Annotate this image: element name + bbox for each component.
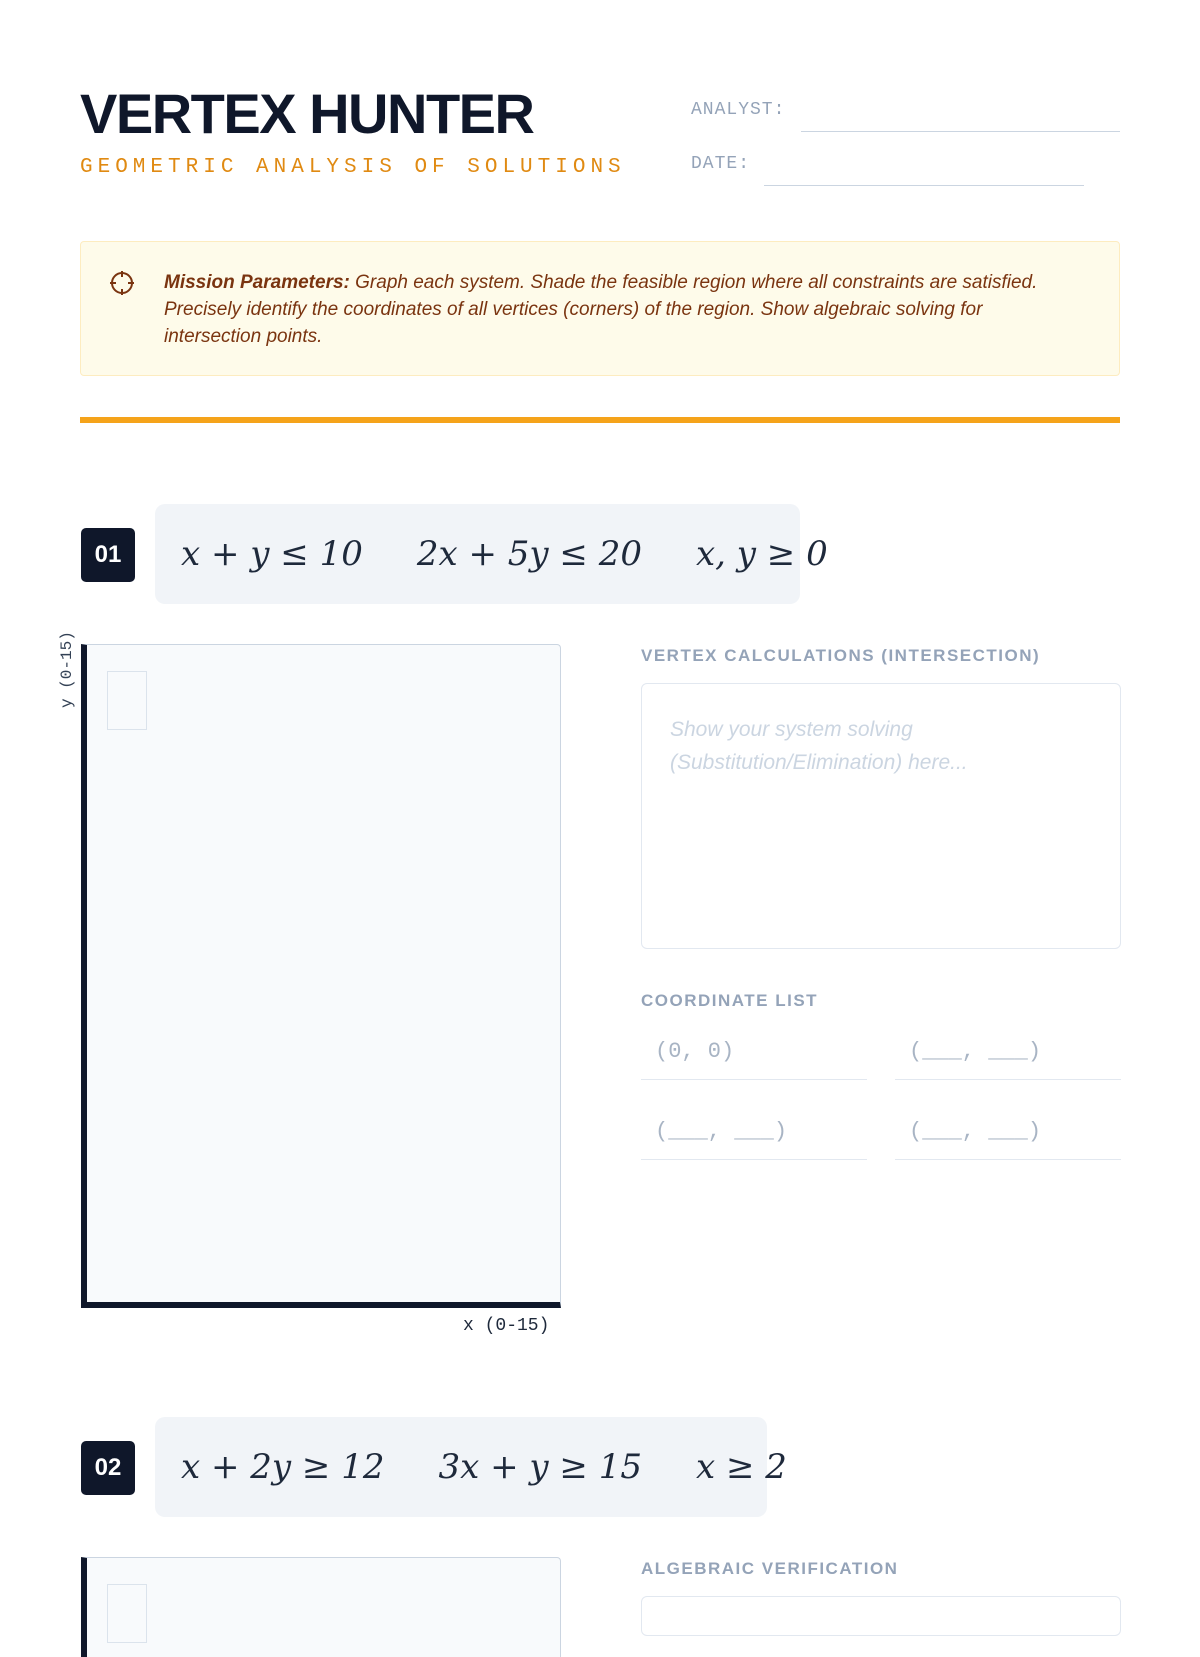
mission-box [80,241,1120,376]
coordinate-list-label: COORDINATE LIST [641,991,819,1010]
vertex-calculations-label: VERTEX CALCULATIONS (INTERSECTION) [641,646,1041,665]
problem-constraints [155,504,828,604]
problem-number-badge: 02 [81,1441,135,1495]
section-divider [80,417,1120,423]
coordinate-field[interactable]: (0, 0) [641,1030,867,1080]
constraint-equation: x + 2y ≥ 12 [181,1447,385,1487]
mission-text [164,269,1083,350]
coordinate-field[interactable]: (___, ___) [895,1110,1121,1160]
constraint-equation: 2x + 5y ≤ 20 [416,534,642,574]
graph-area[interactable] [81,644,561,1308]
constraint-equation: 3x + y ≥ 15 [438,1447,642,1487]
graph-area[interactable] [81,1557,561,1657]
legend-slot [107,1584,147,1643]
page-title: VERTEX HUNTER [80,82,534,145]
date-label: DATE: [691,154,751,174]
mission-body: Graph each system. Shade the feasible region where all constraints are satisfied. Precisely identify the coordinates of all vertices (corners) of the region. Show algebraic solving for intersection points. [164,272,1038,347]
problem-number-badge: 01 [81,528,135,582]
crosshair-icon [109,270,135,301]
vertex-calculations-input[interactable] [641,683,1121,949]
coordinate-field[interactable]: (___, ___) [641,1110,867,1160]
x-axis-label: x (0-15) [463,1316,550,1336]
date-field[interactable] [764,185,1084,186]
constraint-equation: x + y ≤ 10 [181,534,363,574]
problem-constraints [155,1417,787,1517]
mission-lead: Mission Parameters: [164,272,350,293]
y-axis-label: y (0-15) [58,631,76,708]
algebraic-verification-input[interactable] [641,1596,1121,1636]
legend-slot [107,671,147,730]
constraint-equation: x, y ≥ 0 [695,534,828,574]
algebraic-verification-label: ALGEBRAIC VERIFICATION [641,1559,899,1578]
page-subtitle: GEOMETRIC ANALYSIS OF SOLUTIONS [80,156,626,179]
analyst-label: ANALYST: [691,100,786,120]
analyst-field[interactable] [801,131,1120,132]
coordinate-field[interactable]: (___, ___) [895,1030,1121,1080]
constraint-equation: x ≥ 2 [696,1447,787,1487]
